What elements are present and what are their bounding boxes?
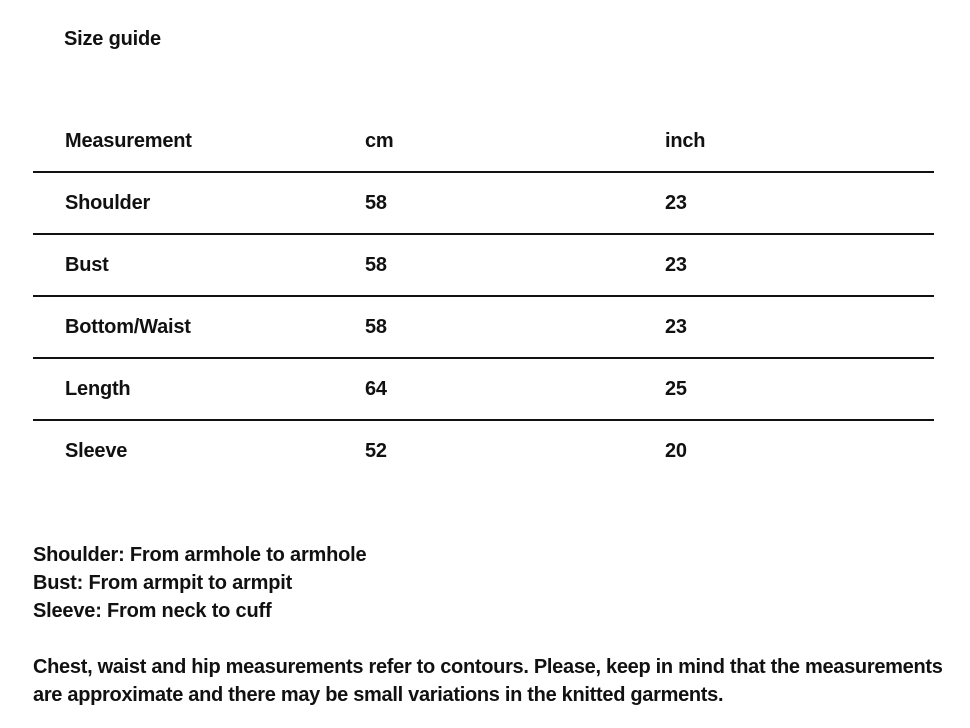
table-row: [33, 421, 934, 483]
column-header-measurement: Measurement: [65, 130, 192, 152]
table-row: [33, 235, 934, 297]
disclaimer-text: Chest, waist and hip measurements refer to contours. Please, keep in mind that the measurements are approximate and there may be small variations in the knitted garments.: [33, 656, 943, 706]
column-header-inch: inch: [665, 130, 706, 152]
measurement-cm: 58: [365, 316, 387, 338]
measurement-cm: 64: [365, 378, 387, 400]
table-row: [33, 173, 934, 235]
measurement-name: Shoulder: [65, 192, 151, 214]
table-row: [33, 297, 934, 359]
measurement-name: Bust: [65, 254, 109, 276]
note-bust: Bust: From armpit to armpit: [33, 572, 293, 594]
measurement-inch: 23: [665, 192, 687, 214]
measurement-inch: 25: [665, 378, 687, 400]
measurement-name: Sleeve: [65, 440, 128, 462]
measurement-notes: [33, 541, 933, 625]
measurement-cm: 52: [365, 440, 387, 462]
measurement-cm: 58: [365, 192, 387, 214]
table-row: [33, 359, 934, 421]
page-title: Size guide: [64, 28, 161, 50]
measurement-inch: 20: [665, 440, 687, 462]
measurement-inch: 23: [665, 254, 687, 276]
measurement-inch: 23: [665, 316, 687, 338]
note-shoulder: Shoulder: From armhole to armhole: [33, 544, 367, 566]
note-sleeve: Sleeve: From neck to cuff: [33, 600, 272, 622]
size-table: [33, 111, 934, 483]
measurement-cm: 58: [365, 254, 387, 276]
measurement-name: Length: [65, 378, 131, 400]
table-header-row: [33, 111, 934, 173]
column-header-cm: cm: [365, 130, 394, 152]
measurement-name: Bottom/Waist: [65, 316, 191, 338]
